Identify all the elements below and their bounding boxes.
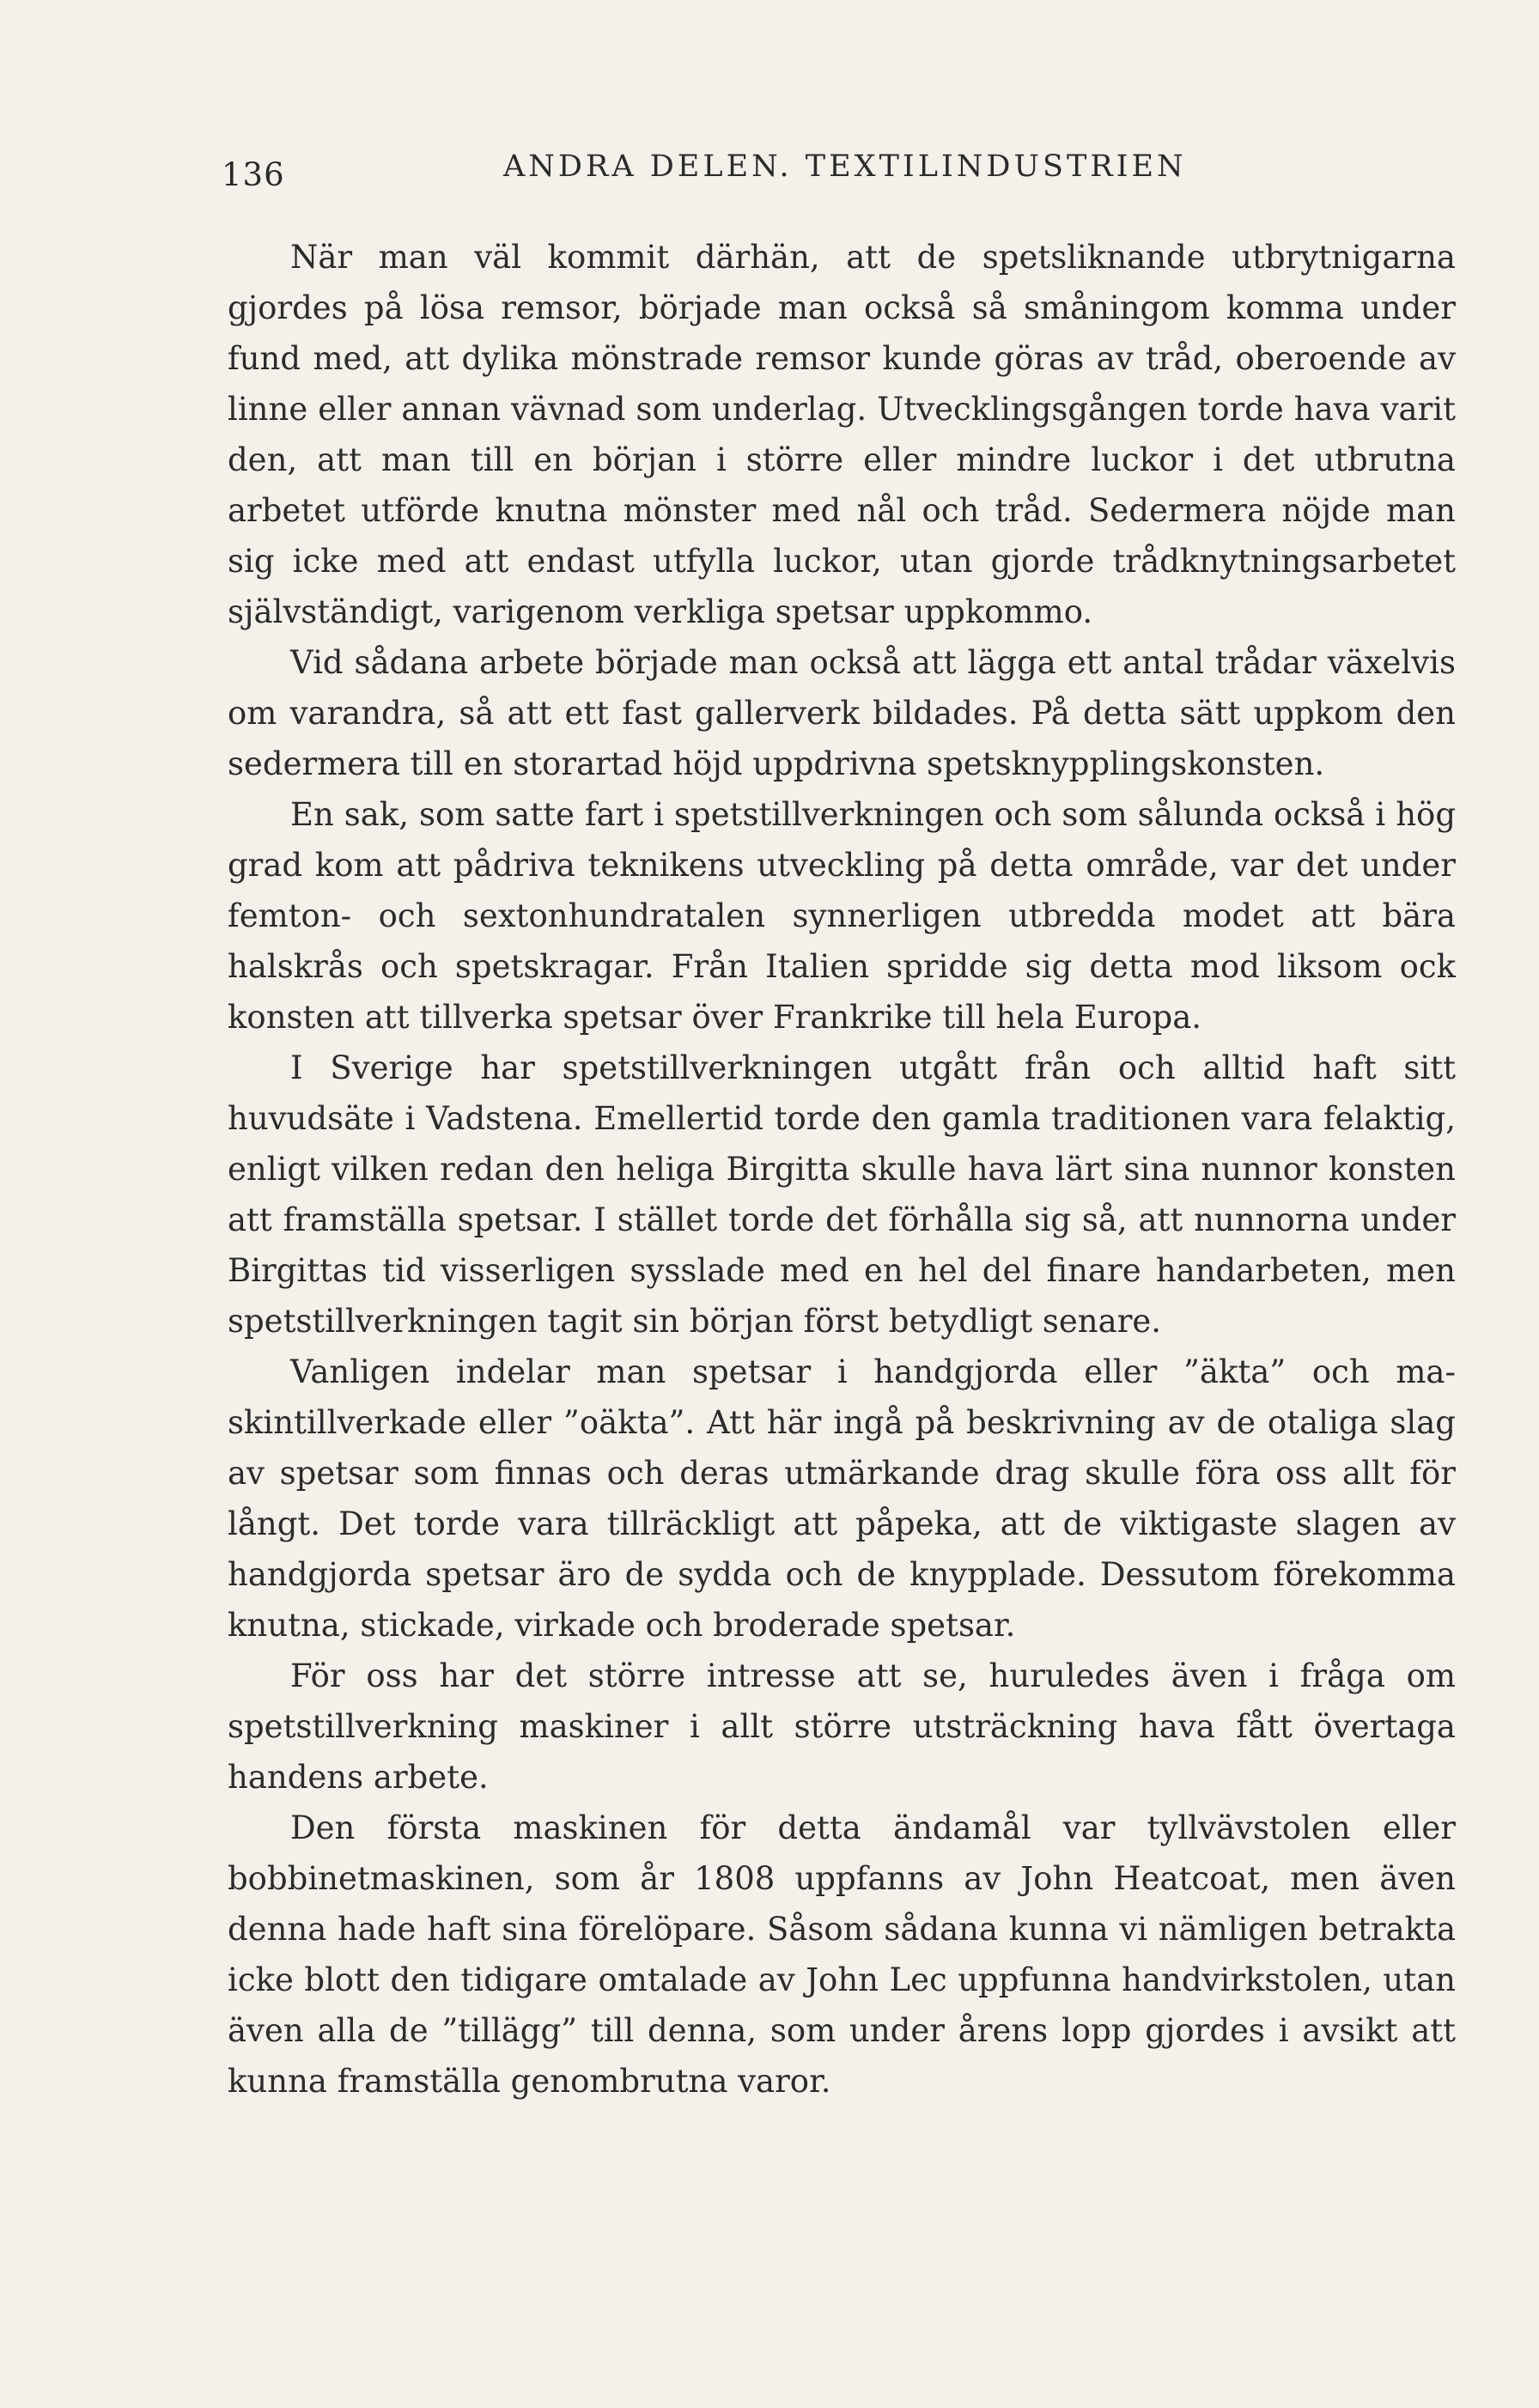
- paragraph: Vanligen indelar man spetsar i handgjorda eller ”äkta” och maskintillverkade eller ”oäkta”. Att här ingå på beskrivning av de otaliga slag av spetsar som finnas och deras utmärkande drag skulle föra oss allt för långt. Det torde vara tillräckligt att påpeka, att de viktigaste slagen av handgjorda spetsar äro de sydda och de knypplade. Dessutom förekomma knutna, stickade, virkade och broderade spetsar.: [228, 1353, 1456, 1644]
- header-title: ANDRA DELEN. TEXTILINDUSTRIEN: [503, 149, 1187, 184]
- paragraph: Vid sådana arbete började man också att lägga ett antal trådar växelvis om varandra, så att ett fast gallerverk bildades. På detta sätt uppkom den sedermera till en storartad höjd uppdrivna spetsknypplingskonsten.: [228, 644, 1456, 782]
- running-head: [222, 148, 1458, 199]
- body-text: [228, 232, 1456, 2107]
- paragraph: När man väl kommit därhän, att de spetsliknande utbrytnigarna gjordes på lösa remsor, började man också så småningom komma under fund med, att dylika mönstrade remsor kunde göras av tråd, oberoende av linne eller annan vävnad som underlag. Utvecklingsgången torde hava varit den, att man till en början i större eller mindre luckor i det utbrutna arbetet utförde knutna mönster med nål och tråd. Sedermera nöjde man sig icke med att endast utfylla luckor, utan gjorde trådknytningsarbetet självständigt, varigenom verkliga spetsar uppkommo.: [228, 239, 1456, 630]
- paragraph: I Sverige har spetstillverkningen utgått från och alltid haft sitt huvudsäte i Vadstena. Emellertid torde den gamla traditionen vara felaktig, enligt vilken redan den heliga Birgitta skulle hava lärt sina nunnor konsten att framställa spetsar. I stället torde det förhålla sig så, att nunnorna under Birgittas tid visserligen sysslade med en hel del finare handarbeten, men spetstillverkningen tagit sin början först betydligt senare.: [228, 1049, 1456, 1340]
- paragraph: För oss har det större intresse att se, huruledes även i fråga om spetstillverkning maskiner i allt större utsträckning hava fått övertaga handens arbete.: [228, 1657, 1456, 1796]
- page-number: 136: [222, 156, 285, 193]
- paragraph: En sak, som satte fart i spetstillverkningen och som sålunda också i hög grad kom att pådriva teknikens utveckling på detta område, var det under femton- och sextonhundratalen synnerligen utbredda modet att bära halskrås och spetskragar. Från Italien spridde sig detta mod liksom ock konsten att tillverka spetsar över Frankrike till hela Europa.: [228, 796, 1456, 1036]
- paragraph: Den första maskinen för detta ändamål var tyllvävstolen eller bobbinetmaskinen, som år 1808 uppfanns av John Heatcoat, men även denna hade haft sina förelöpare. Såsom sådana kunna vi nämligen betrakta icke blott den tidigare omtalade av John Lec uppfunna handvirkstolen, utan även alla de ”tillägg” till denna, som under årens lopp gjordes i avsikt att kunna framställa genombrutna varor.: [228, 1809, 1456, 2100]
